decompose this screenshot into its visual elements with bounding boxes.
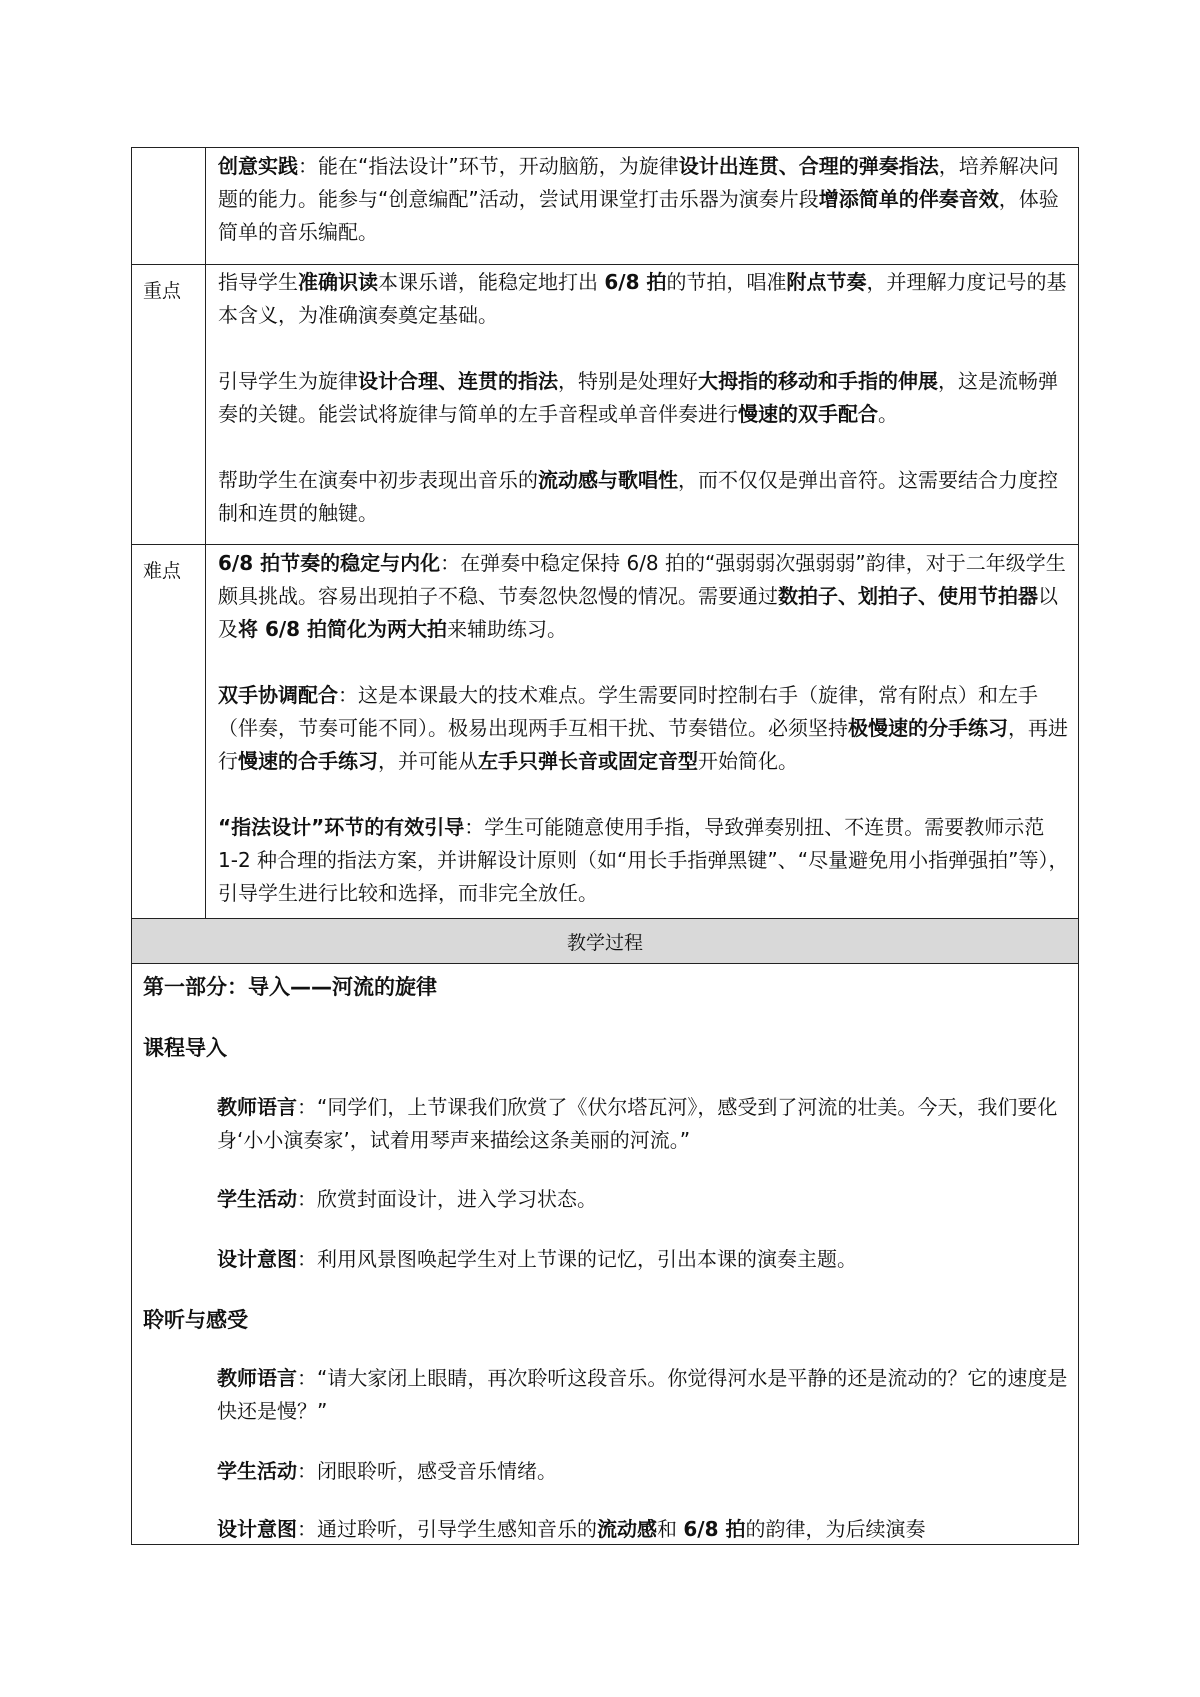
- table-right-border: [1078, 147, 1079, 1544]
- key-point-paragraph-3: 帮助学生在演奏中初步表现出音乐的流动感与歌唱性，而不仅仅是弹出音符。这需要结合力度控制和连贯的触键。: [218, 468, 1058, 525]
- section-title-intro: 课程导入: [143, 1036, 227, 1060]
- teaching-process-header: [131, 918, 1079, 964]
- section-title-listening: 聆听与感受: [143, 1308, 248, 1332]
- intro-teacher-speech: 教师语言：“同学们，上节课我们欣赏了《伏尔塔瓦河》，感受到了河流的壮美。今天，我们要化身‘小小演奏家’，试着用琴声来描绘这条美丽的河流。”: [217, 1095, 1058, 1152]
- intro-design-intent: 设计意图：利用风景图唤起学生对上节课的记忆，引出本课的演奏主题。: [217, 1247, 857, 1271]
- row-divider-keypoints: [131, 264, 1079, 265]
- teaching-process-title: 教学过程: [566, 931, 643, 954]
- key-point-paragraph-1: 指导学生准确识读本课乐谱，能稳定地打出 6/8 拍的节拍，唱准附点节奏，并理解力度记号的基本含义，为准确演奏奠定基础。: [218, 270, 1067, 327]
- key-point-paragraph-2: 引导学生为旋律设计合理、连贯的指法，特别是处理好大拇指的移动和手指的伸展，这是流畅弹奏的关键。能尝试将旋律与简单的左手音程或单音伴奏进行慢速的双手配合。: [218, 369, 1058, 426]
- listening-design-intent: 设计意图：通过聆听，引导学生感知音乐的流动感和 6/8 拍的韵律，为后续演奏: [217, 1517, 926, 1541]
- table-top-border: [131, 147, 1079, 148]
- column-divider: [205, 147, 206, 918]
- table-left-border: [131, 147, 132, 1544]
- difficulties-label: 难点: [143, 560, 182, 582]
- intro-student-activity: 学生活动：欣赏封面设计，进入学习状态。: [217, 1187, 597, 1211]
- objectives-paragraph: 创意实践：能在“指法设计”环节，开动脑筋，为旋律设计出连贯、合理的弹奏指法，培养解决问题的能力。能参与“创意编配”活动，尝试用课堂打击乐器为演奏片段增添简单的伴奏音效，体验简单的音乐编配。: [218, 154, 1059, 244]
- key-points-label: 重点: [143, 280, 182, 302]
- listening-student-activity: 学生活动：闭眼聆听，感受音乐情绪。: [217, 1459, 557, 1483]
- row-divider-difficulties: [131, 544, 1079, 545]
- objectives-cell: [218, 150, 1070, 249]
- difficulty-paragraph-2: 双手协调配合：这是本课最大的技术难点。学生需要同时控制右手（旋律，常有附点）和左手（伴奏，节奏可能不同）。极易出现两手互相干扰、节奏错位。必须坚持极慢速的分手练习，再进行慢速的合手练习，并可能从左手只弹长音或固定音型开始简化。: [218, 683, 1068, 773]
- difficulty-paragraph-1: 6/8 拍节奏的稳定与内化：在弹奏中稳定保持 6/8 拍的“强弱弱次强弱弱”韵律，对于二年级学生颇具挑战。容易出现拍子不稳、节奏忽快忽慢的情况。需要通过数拍子、划拍子、使用节拍器以及将 6/8 拍简化为两大拍来辅助练习。: [218, 551, 1066, 641]
- part-one-title: 第一部分：导入——河流的旋律: [143, 975, 437, 999]
- key-points-cell: [218, 266, 1070, 530]
- listening-teacher-speech: 教师语言：“请大家闭上眼睛，再次聆听这段音乐。你觉得河水是平静的还是流动的？它的速度是快还是慢？”: [217, 1366, 1068, 1423]
- difficulties-cell: [218, 547, 1070, 910]
- difficulty-paragraph-3: “指法设计”环节的有效引导：学生可能随意使用手指，导致弹奏别扭、不连贯。需要教师示范 1-2 种合理的指法方案，并讲解设计原则（如“用长手指弹黑键”、“尽量避免用小指弹强拍”等），引导学生进行比较和选择，而非完全放任。: [218, 815, 1069, 905]
